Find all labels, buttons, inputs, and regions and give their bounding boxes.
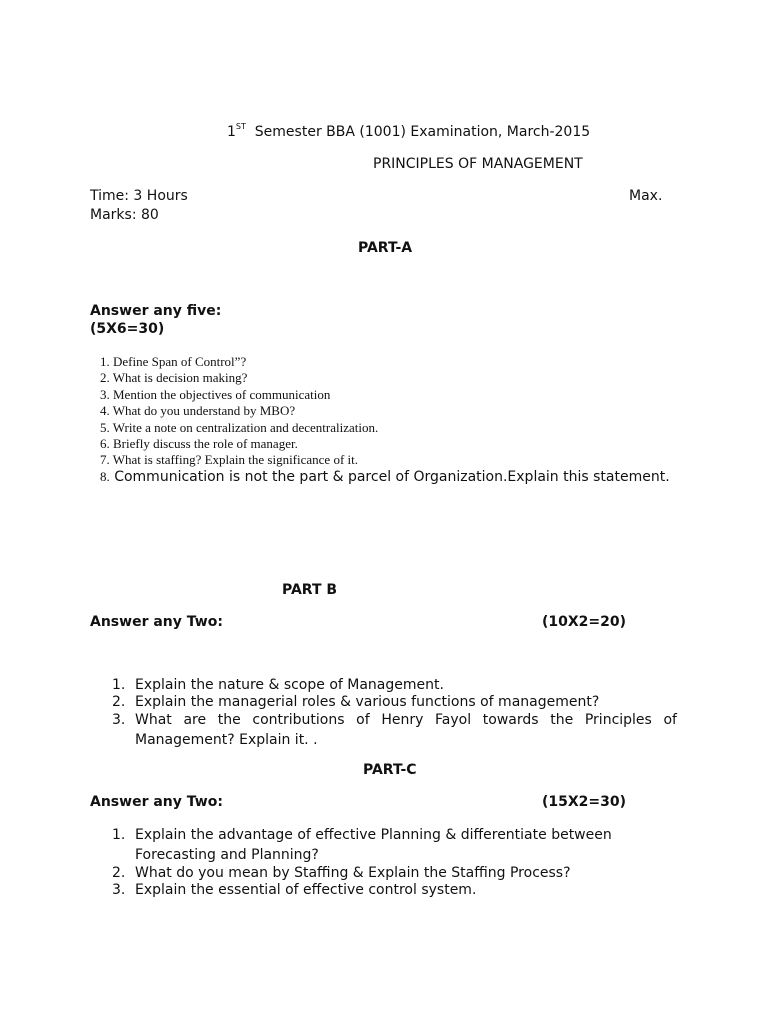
max-label: Max. [629,188,663,204]
part-c-title: PART-C [363,762,417,778]
part-b-question-list [112,677,677,751]
part-a-question-list [100,354,670,486]
part-b-title: PART B [282,582,338,598]
list-item: 2. What is decision making? [100,370,248,386]
list-item: 3. Mention the objectives of communication [100,386,331,402]
part-a-instruction: Answer any five: [90,303,222,319]
part-a-marks: (5X6=30) [90,321,165,337]
list-item: 1. Explain the advantage of effective Planning & differentiate between Forecasting and Planning? [112,827,612,863]
list-item: 7. What is staffing? Explain the significance of it. [100,452,359,468]
list-item: 6. Briefly discuss the role of manager. [100,436,298,452]
exam-title-text: Semester BBA (1001) Examination, March-2015 [254,124,591,140]
list-item: 3. Explain the essential of effective control system. [112,882,477,898]
part-c-question-list [112,825,677,899]
part-c-marks: (15X2=30) [542,794,627,810]
time-label: Time: 3 Hours [90,188,188,204]
part-b-marks: (10X2=20) [542,614,627,630]
list-item: 1. Explain the nature & scope of Management. [112,677,444,693]
part-a-title: PART-A [358,240,413,256]
marks-label: Marks: 80 [90,207,159,223]
part-c-instruction: Answer any Two: [90,794,223,810]
list-item: 5. Write a note on centralization and decentralization. [100,419,379,435]
list-item: 8. Communication is not the part & parcel of Organization.Explain this statement. [100,468,670,485]
exam-title [227,124,590,140]
list-item: 2. What do you mean by Staffing & Explain the Staffing Process? [112,865,571,881]
list-item: 3. What are the contributions of Henry Fayol towards the Principles of Management? Explain it. . [112,712,677,748]
part-b-instruction: Answer any Two: [90,614,223,630]
subject-title: PRINCIPLES OF MANAGEMENT [373,156,583,172]
list-item-continuation: Forecasting and Planning? [135,847,319,863]
list-item: 1. Define Span of Control”? [100,354,247,369]
list-item: 4. What do you understand by MBO? [100,403,296,419]
semester-superscript: ST [235,122,246,131]
list-item: 2. Explain the managerial roles & various functions of management? [112,694,600,710]
semester-number: 1 [227,124,236,140]
